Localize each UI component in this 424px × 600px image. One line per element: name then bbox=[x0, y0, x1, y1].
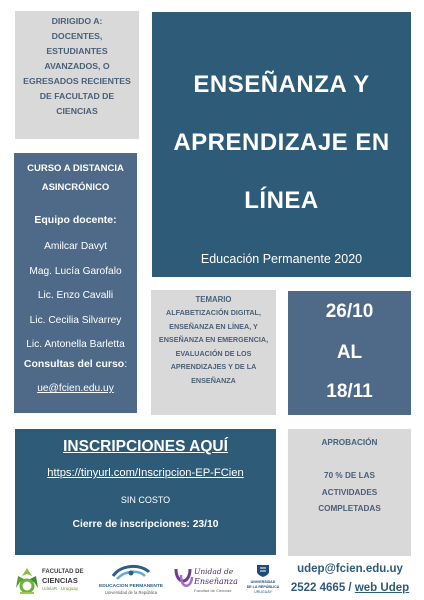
dates-box bbox=[288, 291, 411, 415]
audience-line: DE FACULTAD DE bbox=[39, 91, 115, 101]
fcien-logo bbox=[14, 565, 90, 597]
ep-line1: EDUCACION PERMANENTE bbox=[99, 584, 163, 589]
title-line: APRENDIZAJE EN bbox=[173, 129, 390, 156]
teacher-item: Lic. Cecilia Silvarrey bbox=[29, 314, 122, 326]
course-mode-line: CURSO A DISTANCIA bbox=[27, 163, 124, 174]
contact-phone-line bbox=[285, 579, 415, 598]
consultas-colon: : bbox=[124, 358, 128, 370]
consultas-heading bbox=[14, 356, 137, 372]
unidad-ensenanza-logo bbox=[172, 564, 242, 598]
title-line: ENSEÑANZA Y bbox=[193, 71, 370, 98]
team-heading: Equipo docente: bbox=[34, 214, 117, 226]
udelar-line2: DE LA REPÚBLICA bbox=[246, 585, 280, 589]
contact-phone: 2522 4665 / bbox=[290, 582, 352, 594]
ue-line3: Facultad de Ciencias bbox=[194, 588, 232, 593]
audience-line: CIENCIAS bbox=[56, 106, 98, 116]
syllabus-line: APRENDIZAJES Y DE LA bbox=[170, 362, 257, 371]
audience-line: DIRIGIDO A: bbox=[51, 16, 103, 26]
syllabus-line: ENSEÑANZA bbox=[191, 375, 236, 385]
udelar-line1: UNIVERSIDAD bbox=[250, 580, 276, 584]
udelar-line3: URUGUAY bbox=[254, 590, 272, 594]
course-mode-line: ASINCRÓNICO bbox=[41, 182, 110, 193]
fcien-emblem-icon bbox=[14, 566, 40, 596]
syllabus-line: EVALUACIÓN DE LOS bbox=[175, 348, 252, 358]
consultas-email-link[interactable]: ue@fcien.edu.uy bbox=[37, 383, 114, 394]
teacher-item: Lic. Antonella Barletta bbox=[26, 339, 125, 350]
audience-line: ESTUDIANTES bbox=[46, 46, 108, 56]
registration-deadline: Cierre de inscripciones: 23/10 bbox=[72, 519, 219, 530]
date-separator: AL bbox=[336, 342, 363, 363]
contact-block bbox=[285, 560, 415, 598]
ue-emblem-icon bbox=[172, 565, 194, 595]
fcien-line1: FACULTAD DE bbox=[42, 569, 84, 575]
web-udep-link[interactable]: web Udep bbox=[354, 582, 410, 594]
ep-emblem-icon bbox=[111, 562, 151, 582]
cost-label: SIN COSTO bbox=[120, 495, 171, 505]
contact-email-link[interactable]: udep@fcien.edu.uy bbox=[297, 563, 403, 575]
approval-line: 70 % DE LAS bbox=[324, 471, 375, 480]
registration-url-link[interactable]: https://tinyurl.com/Inscripcion-EP-FCien bbox=[47, 467, 244, 479]
teacher-item: Lic. Enzo Cavalli bbox=[37, 290, 114, 301]
title-box bbox=[152, 12, 411, 277]
end-date: 18/11 bbox=[326, 381, 373, 402]
teacher-item: Amilcar Davyt bbox=[44, 241, 107, 252]
syllabus-line: ENSEÑANZA EN LÍNEA, Y bbox=[169, 321, 258, 331]
page-title bbox=[152, 56, 411, 230]
course-info-box bbox=[14, 153, 137, 413]
registration-box bbox=[15, 429, 276, 555]
ep-line2: Universidad de la República bbox=[104, 590, 158, 595]
approval-line: COMPLETADAS bbox=[318, 504, 381, 513]
audience-box bbox=[15, 11, 139, 139]
consultas-label: Consultas del curso bbox=[23, 358, 125, 370]
audience-line: EGRESADOS RECIENTES bbox=[23, 76, 131, 86]
teacher-list bbox=[14, 235, 137, 358]
syllabus-box bbox=[151, 290, 276, 415]
udelar-logo bbox=[246, 564, 280, 598]
audience-line: AVANZADOS, O bbox=[44, 61, 110, 71]
registration-heading-link[interactable]: INSCRIPCIONES AQUÍ bbox=[63, 438, 228, 455]
udelar-shield-icon bbox=[256, 564, 270, 578]
approval-box bbox=[288, 429, 411, 556]
fcien-line2: CIENCIAS bbox=[42, 576, 78, 585]
educacion-permanente-logo bbox=[94, 562, 168, 598]
start-date: 26/10 bbox=[325, 301, 374, 322]
title-line: LÍNEA bbox=[244, 187, 319, 214]
ue-line2: Enseñanza bbox=[194, 577, 238, 586]
page-subtitle: Educación Permanente 2020 bbox=[200, 252, 363, 266]
syllabus-line: ALFABETIZACIÓN DIGITAL, bbox=[166, 308, 261, 317]
ue-line1: Unidad de bbox=[194, 567, 234, 576]
course-mode bbox=[14, 159, 137, 197]
approval-text bbox=[288, 468, 411, 518]
audience-line: DOCENTES, bbox=[51, 31, 103, 41]
approval-line: ACTIVIDADES bbox=[321, 487, 378, 497]
syllabus-line: ENSEÑANZA EN EMERGENCIA, bbox=[158, 335, 269, 344]
approval-heading: APROBACIÓN bbox=[321, 438, 378, 447]
teacher-item: Mag. Lucía Garofalo bbox=[29, 265, 122, 277]
syllabus-heading: TEMARIO bbox=[195, 295, 232, 304]
fcien-line3: UdelaR · Uruguay bbox=[42, 586, 79, 591]
